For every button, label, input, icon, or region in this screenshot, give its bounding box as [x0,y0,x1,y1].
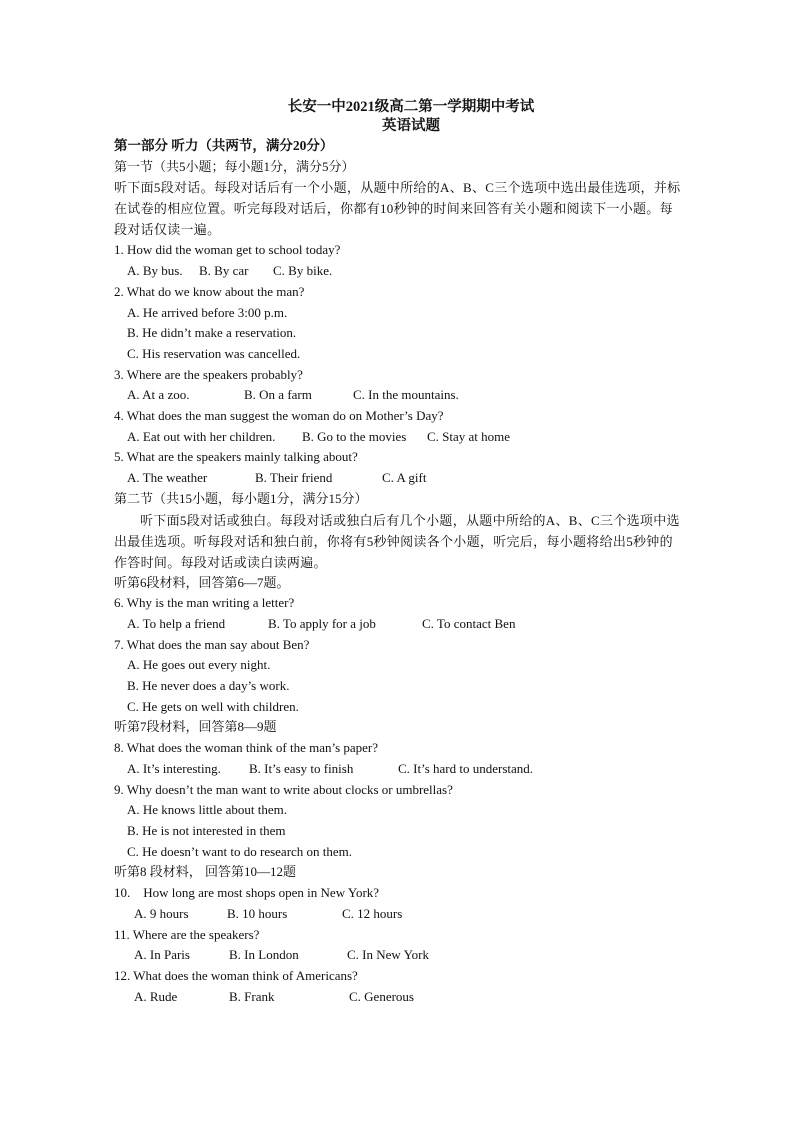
q10-option-b: B. 10 hours [227,905,288,921]
question-1-options [114,261,684,282]
question-12-options [114,987,684,1008]
q11-option-a: A. In Paris [134,947,190,963]
q9-option-c: C. He doesn’t want to do research on them. [127,843,353,859]
q4-option-b: B. Go to the movies [302,428,407,444]
q1-option-a: A. By bus. [127,263,183,279]
question-3-options [114,385,684,406]
question-3-stem: 3. Where are the speakers probably? [114,366,303,382]
q1-option-b: B. By car [199,263,249,279]
q9-option-b: B. He is not interested in them [127,822,286,838]
question-10-options [114,904,684,925]
q7-option-b: B. He never does a day’s work. [127,678,290,694]
q4-option-a: A. Eat out with her children. [127,428,276,444]
q4-option-c: C. Stay at home [427,428,511,444]
section2-instructions: 听下面5段对话或独白。每段对话或独白后有几个小题，从题中所给的A、B、C三个选项中选出最佳选项。听每段对话和独白前，你将有5秒钟阅读各个小题，听完后，每小题将给出5秒钟的作答时间。每段对话或读白读两遍。 [114,512,680,570]
q8-option-b: B. It’s easy to finish [249,760,354,776]
question-2-stem: 2. What do we know about the man? [114,283,305,299]
q3-option-a: A. At a zoo. [127,387,190,403]
q10-option-a: A. 9 hours [134,905,189,921]
question-6-options [114,614,684,635]
question-9-stem: 9. Why doesn’t the man want to write about clocks or umbrellas? [114,781,453,797]
q6-option-a: A. To help a friend [127,615,226,631]
q8-option-a: A. It’s interesting. [127,760,221,776]
q12-option-b: B. Frank [229,988,275,1004]
part1-heading: 第一部分 听力（共两节，满分20分） [114,138,334,153]
question-8-stem: 8. What does the woman think of the man’s paper? [114,740,379,756]
question-10-stem: 10. How long are most shops open in New York? [114,885,380,901]
q6-option-b: B. To apply for a job [268,615,376,631]
q3-option-c: C. In the mountains. [353,387,459,403]
material-8-note: 听第8 段材料， 回答第10—12题 [114,864,297,880]
question-11-stem: 11. Where are the speakers? [114,926,260,942]
q10-option-c: C. 12 hours [342,905,403,921]
section1-instructions: 听下面5段对话。每段对话后有一个小题，从题中所给的A、B、C三个选项中选出最佳选项，并标在试卷的相应位置。听完每段对话后，你都有10秒钟的时间来回答有关小题和阅读下一小题。每段对话仅读一遍。 [114,180,681,238]
q12-option-a: A. Rude [134,988,178,1004]
question-7-stem: 7. What does the man say about Ben? [114,636,310,652]
section1-heading: 第一节（共5小题；每小题1分，满分5分） [114,158,355,174]
q6-option-c: C. To contact Ben [422,615,516,631]
q1-option-c: C. By bike. [273,263,333,279]
q5-option-a: A. The weather [127,470,208,486]
question-5-options [114,468,684,489]
q12-option-c: C. Generous [349,988,414,1004]
q8-option-c: C. It’s hard to understand. [398,760,534,776]
question-12-stem: 12. What does the woman think of Americans? [114,967,358,983]
question-8-options [114,759,684,780]
exam-title: 长安一中2021级高二第一学期期中考试 [287,99,535,115]
question-4-stem: 4. What does the man suggest the woman do on Mother’s Day? [114,408,444,424]
q3-option-b: B. On a farm [244,387,312,403]
q2-option-b: B. He didn’t make a reservation. [127,325,297,341]
q5-option-c: C. A gift [382,470,427,486]
question-11-options [114,945,684,966]
question-5-stem: 5. What are the speakers mainly talking about? [114,449,358,465]
q11-option-b: B. In London [229,947,299,963]
q2-option-c: C. His reservation was cancelled. [127,345,301,361]
q7-option-c: C. He gets on well with children. [127,698,299,714]
section2-heading: 第二节（共15小题，每小题1分，满分15分） [114,490,368,506]
exam-subtitle: 英语试题 [382,118,440,134]
q11-option-c: C. In New York [347,947,429,963]
q7-option-a: A. He goes out every night. [127,657,271,673]
question-4-options [114,427,684,448]
exam-page [114,98,684,1007]
q2-option-a: A. He arrived before 3:00 p.m. [127,304,288,320]
question-6-stem: 6. Why is the man writing a letter? [114,595,295,611]
q9-option-a: A. He knows little about them. [127,802,287,818]
material-7-note: 听第7段材料，回答第8—9题 [114,719,277,735]
question-1-stem: 1. How did the woman get to school today? [114,242,341,258]
material-6-note: 听第6段材料，回答第6—7题。 [114,574,290,590]
q5-option-b: B. Their friend [255,470,333,486]
